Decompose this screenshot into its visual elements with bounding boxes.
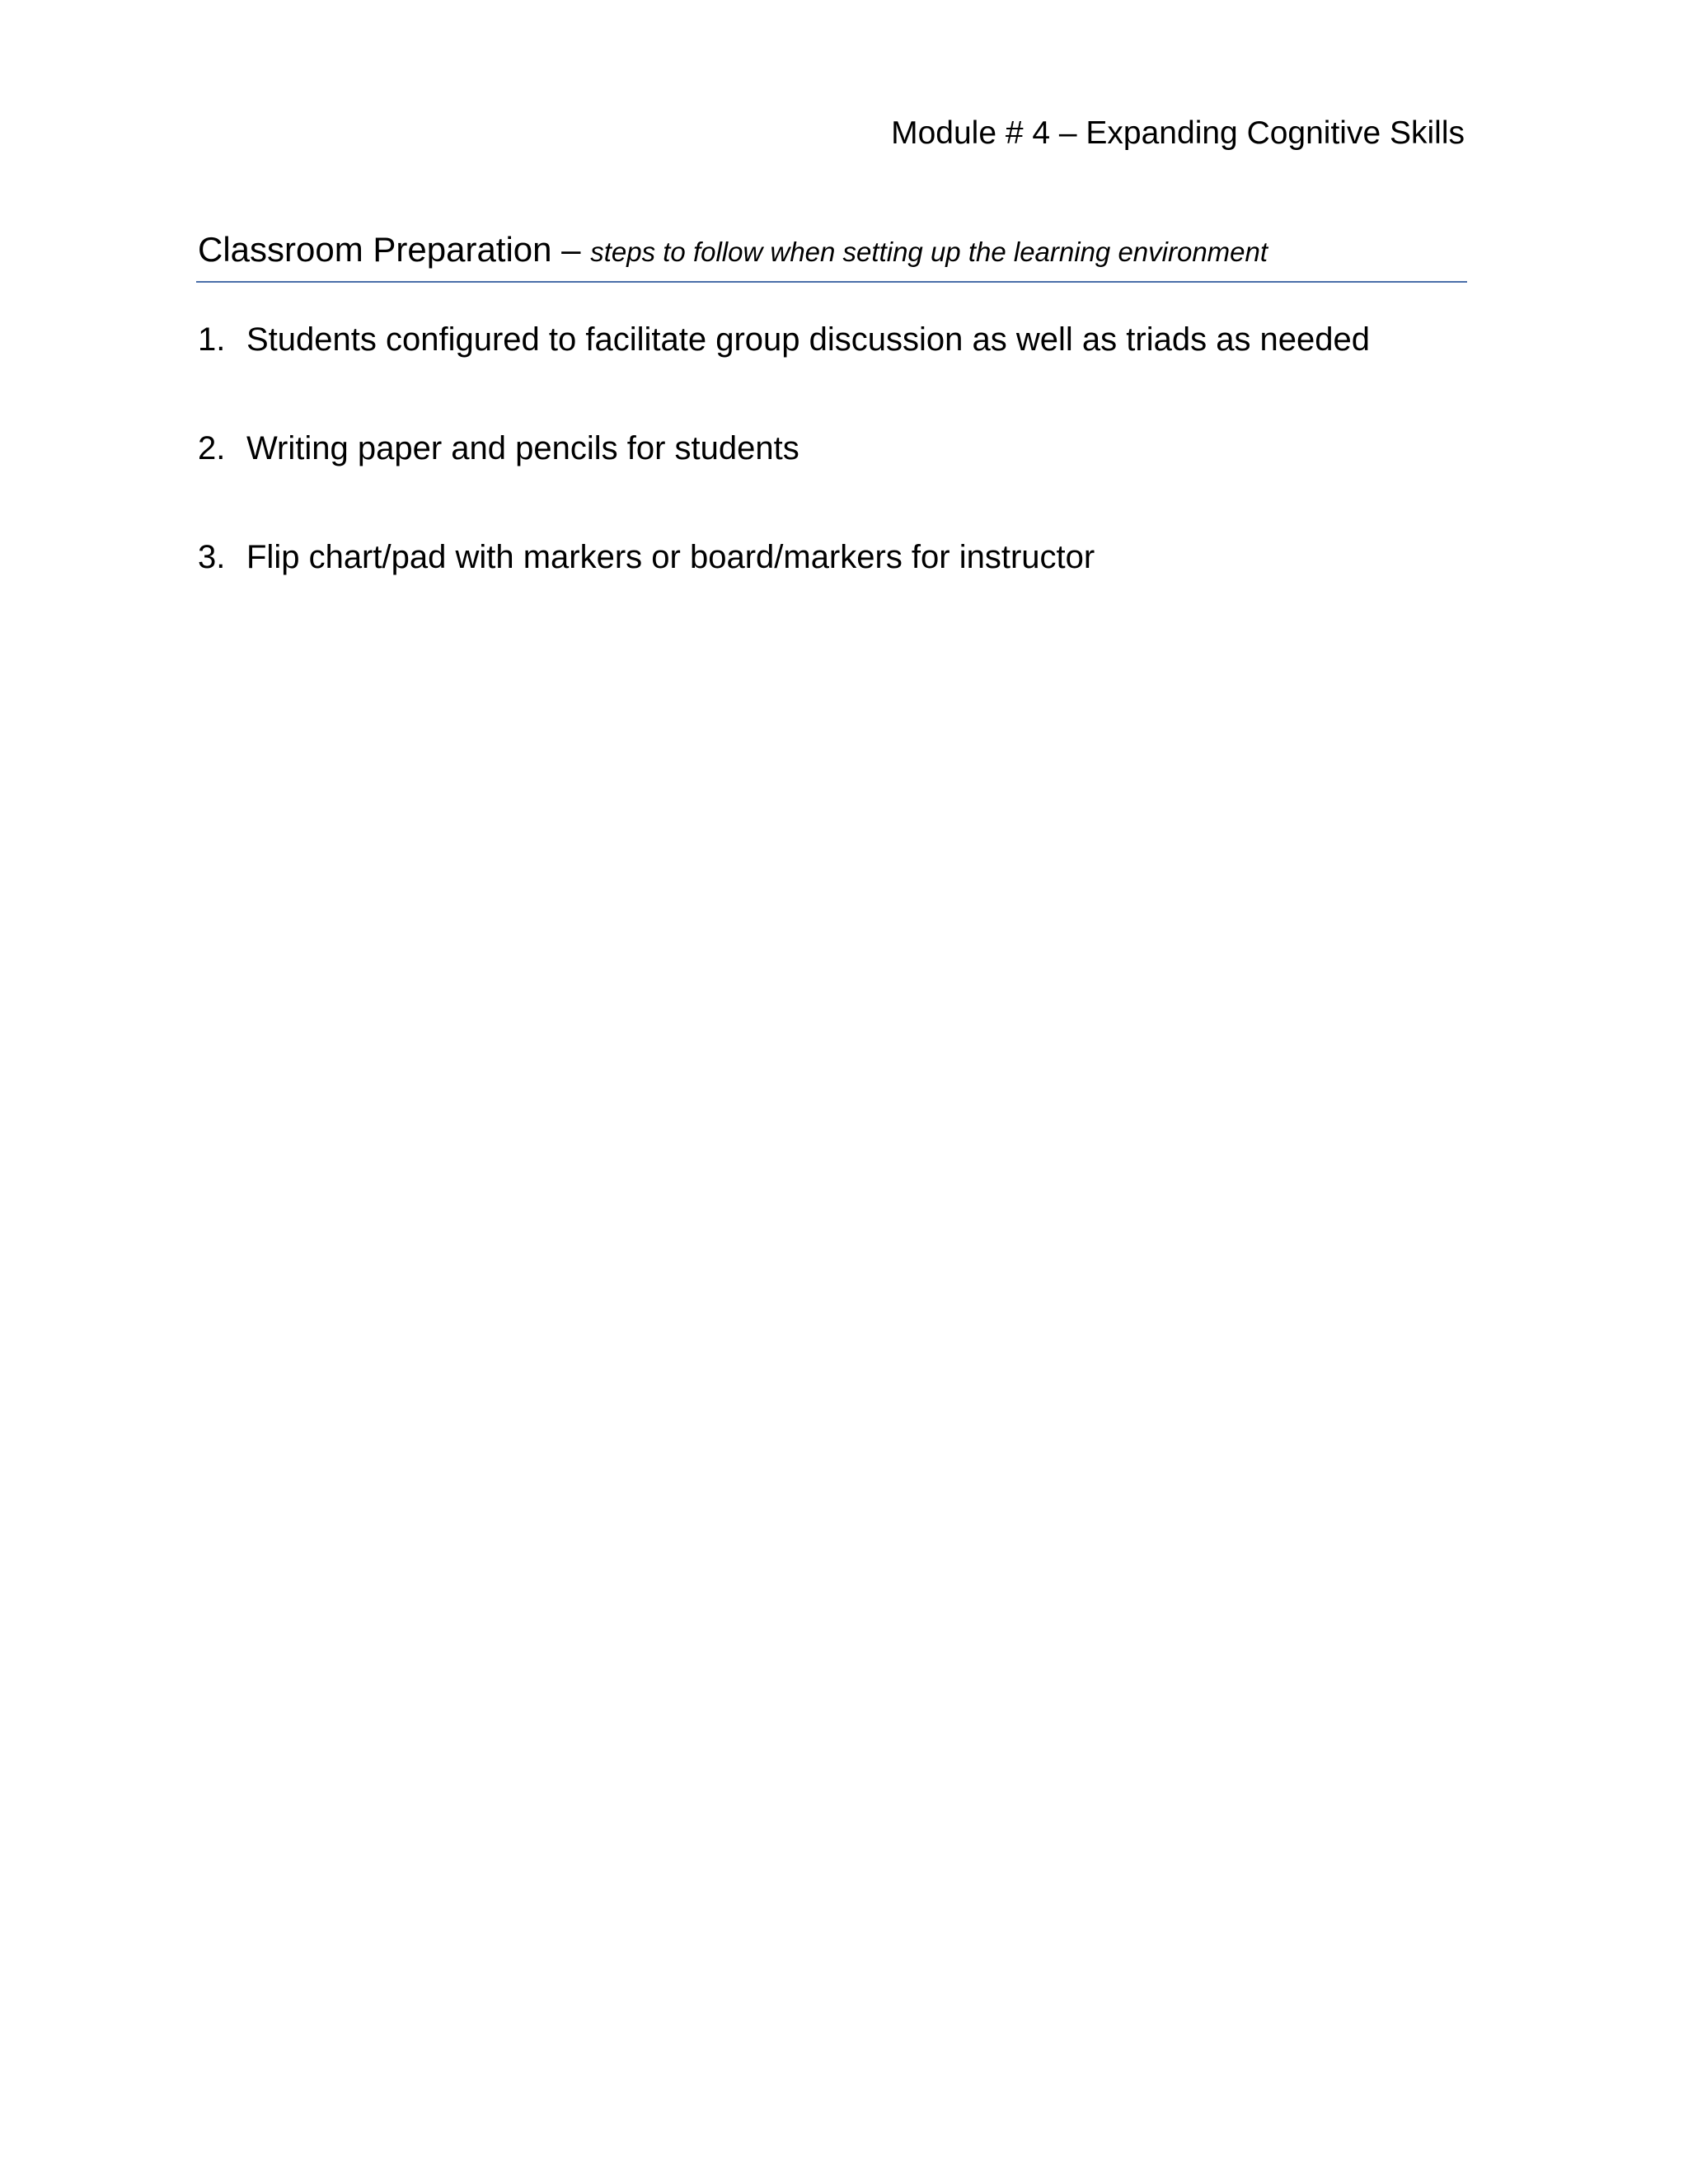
step-text: Flip chart/pad with markers or board/markers for instructor (246, 539, 1095, 575)
heading-divider (196, 281, 1467, 283)
section-heading-subtitle: steps to follow when setting up the learning environment (590, 237, 1268, 267)
module-title: Module # 4 – Expanding Cognitive Skills (891, 115, 1465, 151)
list-item (198, 427, 1467, 536)
list-item (198, 536, 1467, 644)
section-heading-title: Classroom Preparation – (198, 230, 591, 269)
preparation-steps-list (198, 318, 1467, 644)
step-text: Writing paper and pencils for students (246, 430, 799, 466)
step-number: 2. (198, 430, 226, 466)
step-number: 1. (198, 321, 226, 358)
step-number: 3. (198, 539, 226, 575)
section-heading (198, 229, 1467, 273)
step-text: Students configured to facilitate group discussion as well as triads as needed (246, 321, 1371, 358)
list-item (198, 318, 1467, 427)
